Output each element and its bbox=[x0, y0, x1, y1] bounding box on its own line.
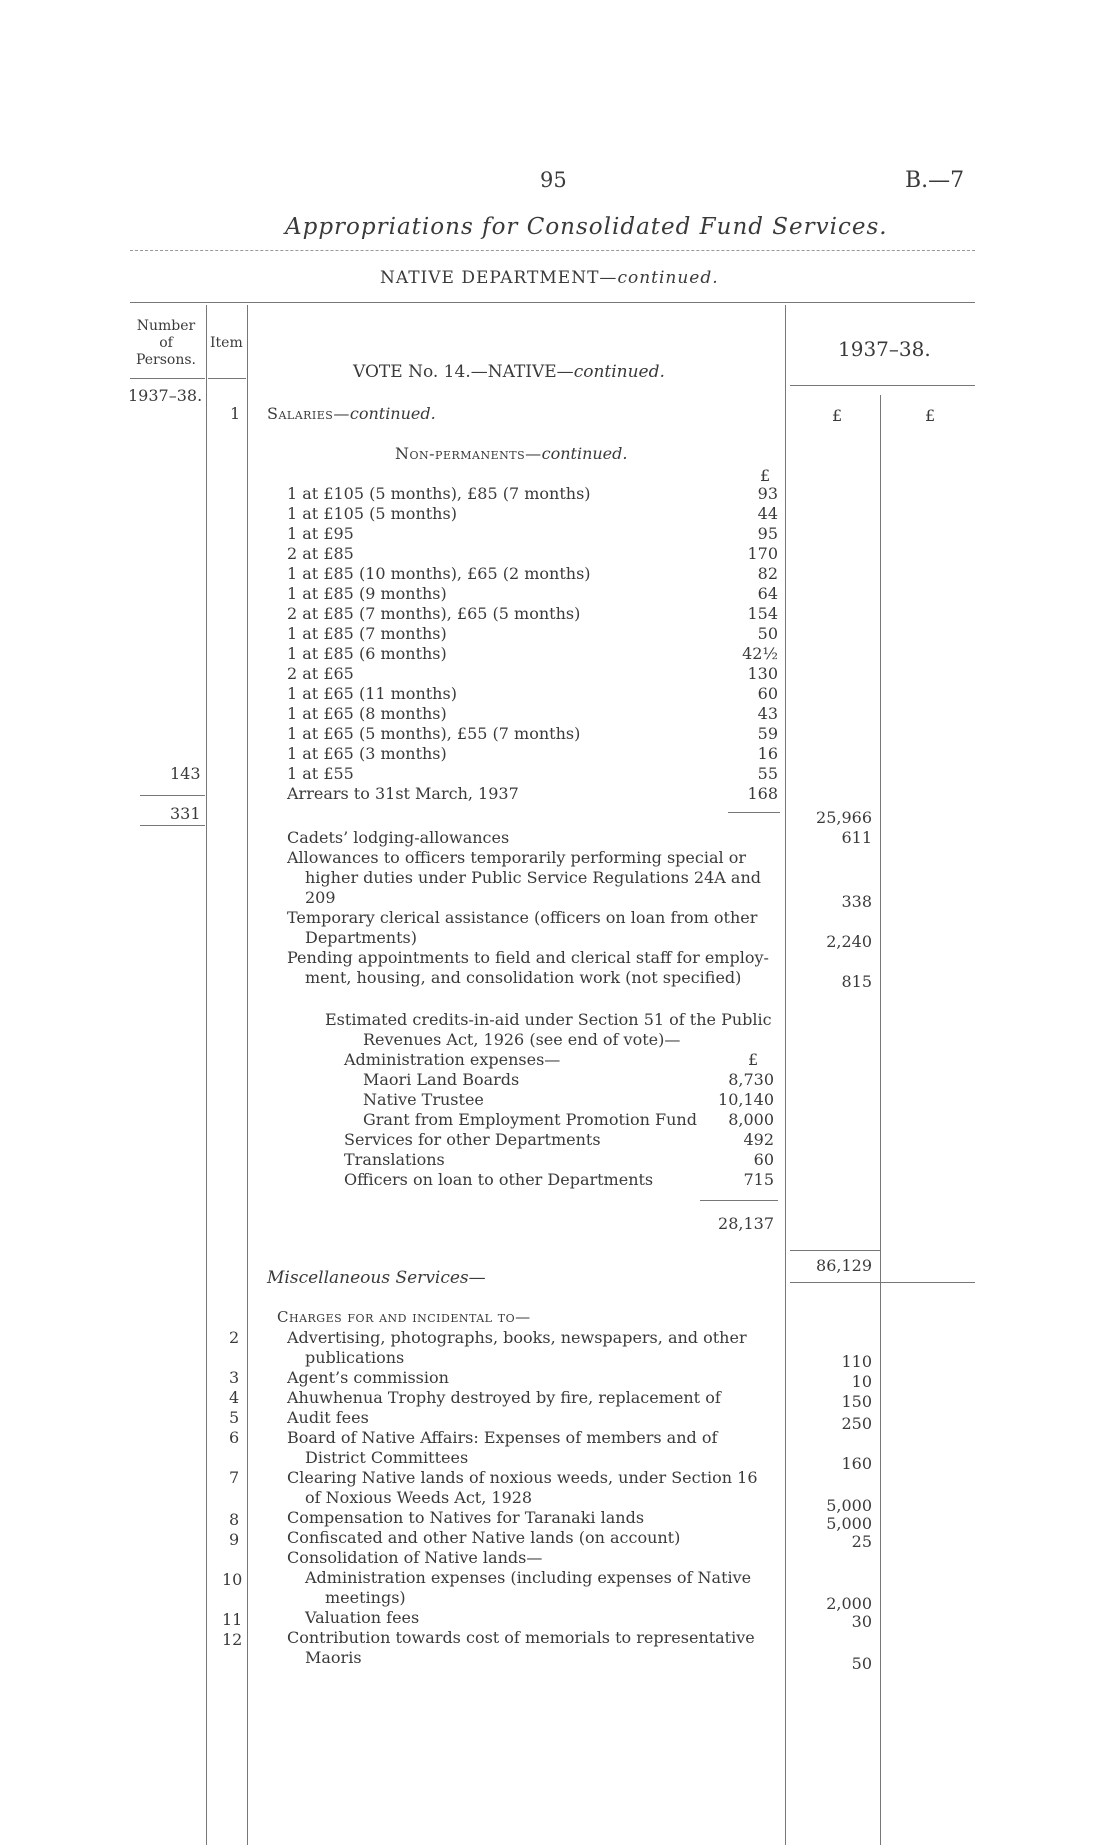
np-row-text: 1 at £85 (9 months) bbox=[287, 584, 447, 603]
misc-item-line: Advertising, photographs, books, newspapers, and other bbox=[287, 1328, 747, 1347]
misc-item-line: Maoris bbox=[305, 1648, 362, 1667]
np-row bbox=[287, 704, 447, 724]
np-row-text: 1 at £65 (5 months), £55 (7 months) bbox=[287, 724, 581, 743]
pending-value: 815 bbox=[841, 972, 872, 991]
misc-item-number: 6 bbox=[229, 1428, 240, 1447]
np-row-text: 2 at £85 bbox=[287, 544, 354, 563]
amount-divider-1 bbox=[785, 305, 786, 1845]
np-row-text: 1 at £105 (5 months), £85 (7 months) bbox=[287, 484, 591, 503]
credit-row-value: 10,140 bbox=[718, 1090, 774, 1109]
document-code: B.—7 bbox=[905, 168, 965, 193]
credits-intro-1: Estimated credits-in-aid under Section 51 of the Public bbox=[325, 1010, 772, 1029]
total-top-rule bbox=[790, 1250, 880, 1251]
misc-item-value: 5,000 bbox=[826, 1496, 872, 1515]
misc-heading: Miscellaneous Services— bbox=[267, 1268, 486, 1288]
credit-row: Native Trustee bbox=[363, 1090, 484, 1109]
allowances-line-1: Allowances to officers temporarily performing special or bbox=[287, 848, 746, 867]
misc-item-number: 11 bbox=[222, 1610, 243, 1629]
misc-item-line: Audit fees bbox=[287, 1408, 369, 1427]
np-row bbox=[287, 584, 447, 604]
np-row bbox=[287, 524, 354, 544]
np-row bbox=[287, 744, 447, 764]
misc-item-value: 2,000 bbox=[826, 1594, 872, 1613]
misc-item-value: 5,000 bbox=[826, 1514, 872, 1533]
misc-item-value: 50 bbox=[851, 1654, 872, 1673]
misc-item-value: 30 bbox=[851, 1612, 872, 1631]
np-row-value: 170 bbox=[747, 544, 778, 563]
np-row-text: 1 at £95 bbox=[287, 524, 354, 543]
misc-item-line: Board of Native Affairs: Expenses of members and of bbox=[287, 1428, 718, 1447]
persons-header-line-3: Persons. bbox=[135, 352, 197, 368]
department-heading bbox=[380, 268, 719, 288]
misc-item-line: Compensation to Natives for Taranaki lands bbox=[287, 1508, 645, 1527]
persons-count-331: 331 bbox=[170, 804, 201, 823]
np-row-value: 42½ bbox=[742, 644, 778, 663]
np-row bbox=[287, 604, 580, 624]
misc-item-line: of Noxious Weeds Act, 1928 bbox=[305, 1488, 533, 1507]
page-number: 95 bbox=[540, 168, 567, 192]
misc-item-number: 10 bbox=[222, 1570, 243, 1589]
page-title: Appropriations for Consolidated Fund Services. bbox=[285, 214, 888, 240]
misc-item-value: 10 bbox=[851, 1372, 872, 1391]
np-row-value: 55 bbox=[757, 764, 778, 783]
np-row bbox=[287, 624, 447, 644]
non-permanents-label: Non-permanents— bbox=[395, 444, 542, 463]
charges-heading: Charges for and incidental to— bbox=[277, 1308, 531, 1326]
np-row-value: 93 bbox=[757, 484, 778, 503]
pound-col-2: £ bbox=[925, 406, 936, 425]
pending-line-1: Pending appointments to field and clerical staff for employ- bbox=[287, 948, 769, 967]
credit-row: Translations bbox=[344, 1150, 445, 1169]
misc-item-value: 160 bbox=[841, 1454, 872, 1473]
vote-title-text: VOTE No. 14.—NATIVE— bbox=[353, 362, 574, 382]
np-row-text: 1 at £55 bbox=[287, 764, 354, 783]
item-header: Item bbox=[210, 335, 243, 351]
np-row bbox=[287, 484, 591, 504]
misc-item-number: 3 bbox=[229, 1368, 240, 1387]
credits-pound: £ bbox=[748, 1050, 759, 1069]
misc-item-number: 12 bbox=[222, 1630, 243, 1649]
misc-item-line: publications bbox=[305, 1348, 405, 1367]
persons-rule-2 bbox=[140, 825, 205, 826]
credit-row: Maori Land Boards bbox=[363, 1070, 520, 1089]
department-continued: continued. bbox=[617, 268, 719, 288]
temporary-line-2: Departments) bbox=[305, 928, 417, 947]
cadets-line: Cadets’ lodging-allowances bbox=[287, 828, 510, 847]
np-row bbox=[287, 764, 354, 784]
credits-intro-2: Revenues Act, 1926 (see end of vote)— bbox=[363, 1030, 681, 1049]
credit-row: Services for other Departments bbox=[344, 1130, 601, 1149]
header-rule bbox=[130, 302, 975, 303]
cadets-value: 611 bbox=[841, 828, 872, 847]
persons-header-line-2: of bbox=[159, 335, 173, 351]
misc-item-number: 5 bbox=[229, 1408, 240, 1427]
misc-item-value: 150 bbox=[841, 1392, 872, 1411]
item-divider bbox=[247, 305, 248, 1845]
misc-item-value: 250 bbox=[841, 1414, 872, 1433]
temporary-line-1: Temporary clerical assistance (officers on loan from other bbox=[287, 908, 758, 927]
misc-item-number: 9 bbox=[229, 1530, 240, 1549]
misc-item-number: 4 bbox=[229, 1388, 240, 1407]
misc-item-line: Administration expenses (including expenses of Native bbox=[305, 1568, 752, 1587]
np-row-text: Arrears to 31st March, 1937 bbox=[287, 784, 519, 803]
np-row-value: 154 bbox=[747, 604, 778, 623]
np-row-value: 130 bbox=[747, 664, 778, 683]
misc-item-line: Valuation fees bbox=[305, 1608, 420, 1627]
np-subtotal-rule bbox=[728, 812, 780, 813]
np-row bbox=[287, 664, 354, 684]
pound-col-1: £ bbox=[832, 406, 843, 425]
salaries-item-number: 1 bbox=[230, 404, 241, 423]
allowances-line-2: higher duties under Public Service Regulations 24A and bbox=[305, 868, 762, 887]
np-row bbox=[287, 504, 457, 524]
allowances-line-3: 209 bbox=[305, 888, 336, 907]
credit-row-value: 8,000 bbox=[728, 1110, 774, 1129]
np-row-text: 1 at £85 (6 months) bbox=[287, 644, 447, 663]
non-permanents-heading bbox=[395, 444, 627, 463]
misc-item-line: meetings) bbox=[325, 1588, 406, 1607]
persons-header bbox=[130, 318, 202, 369]
np-row bbox=[287, 644, 447, 664]
misc-item-line: Agent’s commission bbox=[287, 1368, 449, 1387]
misc-item-value: 25 bbox=[851, 1532, 872, 1551]
np-row-text: 1 at £105 (5 months) bbox=[287, 504, 457, 523]
np-row-value: 82 bbox=[757, 564, 778, 583]
credit-row: Officers on loan to other Departments bbox=[344, 1170, 654, 1189]
persons-header-line-1: Number bbox=[136, 318, 196, 334]
credits-admin: Administration expenses— bbox=[344, 1050, 561, 1069]
salaries-heading bbox=[267, 404, 436, 423]
np-row-text: 1 at £65 (8 months) bbox=[287, 704, 447, 723]
salaries-total: 86,129 bbox=[816, 1256, 872, 1275]
misc-item-value: 110 bbox=[841, 1352, 872, 1371]
salaries-label: Salaries— bbox=[267, 404, 350, 423]
salaries-subtotal: 25,966 bbox=[816, 808, 872, 827]
np-row-text: 2 at £65 bbox=[287, 664, 354, 683]
year-header: 1937–38. bbox=[838, 337, 931, 361]
credit-row-value: 492 bbox=[743, 1130, 774, 1149]
np-row-value: 95 bbox=[757, 524, 778, 543]
np-row-value: 168 bbox=[747, 784, 778, 803]
np-row-text: 2 at £85 (7 months), £65 (5 months) bbox=[287, 604, 581, 623]
np-row-value: 44 bbox=[757, 504, 778, 523]
item-header-rule bbox=[208, 378, 246, 379]
np-row-value: 64 bbox=[757, 584, 778, 603]
credit-row-value: 8,730 bbox=[728, 1070, 774, 1089]
np-row bbox=[287, 784, 519, 804]
persons-divider bbox=[206, 305, 207, 1845]
misc-item-line: District Committees bbox=[305, 1448, 469, 1467]
np-row bbox=[287, 564, 591, 584]
department-name: NATIVE DEPARTMENT— bbox=[380, 268, 618, 288]
np-row-value: 43 bbox=[757, 704, 778, 723]
misc-item-line: Confiscated and other Native lands (on account) bbox=[287, 1528, 681, 1547]
credit-row-value: 715 bbox=[743, 1170, 774, 1189]
misc-item-number: 2 bbox=[229, 1328, 240, 1347]
misc-item-line: Clearing Native lands of noxious weeds, under Section 16 bbox=[287, 1468, 758, 1487]
salaries-continued: continued. bbox=[349, 404, 436, 423]
misc-item-line: Ahuwhenua Trophy destroyed by fire, replacement of bbox=[287, 1388, 721, 1407]
pending-line-2: ment, housing, and consolidation work (not specified) bbox=[305, 968, 742, 987]
credits-total-rule bbox=[700, 1200, 778, 1201]
allowances-value: 338 bbox=[841, 892, 872, 911]
np-row-value: 59 bbox=[757, 724, 778, 743]
credit-row-value: 60 bbox=[753, 1150, 774, 1169]
temporary-value: 2,240 bbox=[826, 932, 872, 951]
misc-item-number: 7 bbox=[229, 1468, 240, 1487]
np-row-text: 1 at £65 (3 months) bbox=[287, 744, 447, 763]
vote-title-continued: continued. bbox=[573, 362, 665, 382]
persons-header-rule bbox=[130, 378, 205, 379]
misc-item-line: Consolidation of Native lands— bbox=[287, 1548, 543, 1567]
np-row bbox=[287, 544, 354, 564]
np-row bbox=[287, 724, 580, 744]
non-permanents-pound: £ bbox=[760, 466, 771, 485]
non-permanents-continued: continued. bbox=[541, 444, 628, 463]
amount-divider-2 bbox=[880, 395, 881, 1845]
np-row bbox=[287, 684, 457, 704]
np-row-text: 1 at £85 (7 months) bbox=[287, 624, 447, 643]
np-row-text: 1 at £65 (11 months) bbox=[287, 684, 457, 703]
year-header-rule bbox=[790, 385, 975, 386]
np-row-value: 16 bbox=[757, 744, 778, 763]
title-rule bbox=[130, 250, 975, 251]
np-row-text: 1 at £85 (10 months), £65 (2 months) bbox=[287, 564, 591, 583]
persons-year: 1937–38. bbox=[128, 386, 203, 405]
np-row-value: 60 bbox=[757, 684, 778, 703]
persons-count-143: 143 bbox=[170, 764, 201, 783]
misc-item-line: Contribution towards cost of memorials to representative bbox=[287, 1628, 755, 1647]
misc-item-number: 8 bbox=[229, 1510, 240, 1529]
np-row-value: 50 bbox=[757, 624, 778, 643]
total-bottom-rule bbox=[790, 1282, 975, 1283]
credit-row: Grant from Employment Promotion Fund bbox=[363, 1110, 697, 1129]
vote-title bbox=[353, 362, 665, 382]
credits-total: 28,137 bbox=[718, 1214, 774, 1233]
persons-rule-1 bbox=[140, 795, 205, 796]
